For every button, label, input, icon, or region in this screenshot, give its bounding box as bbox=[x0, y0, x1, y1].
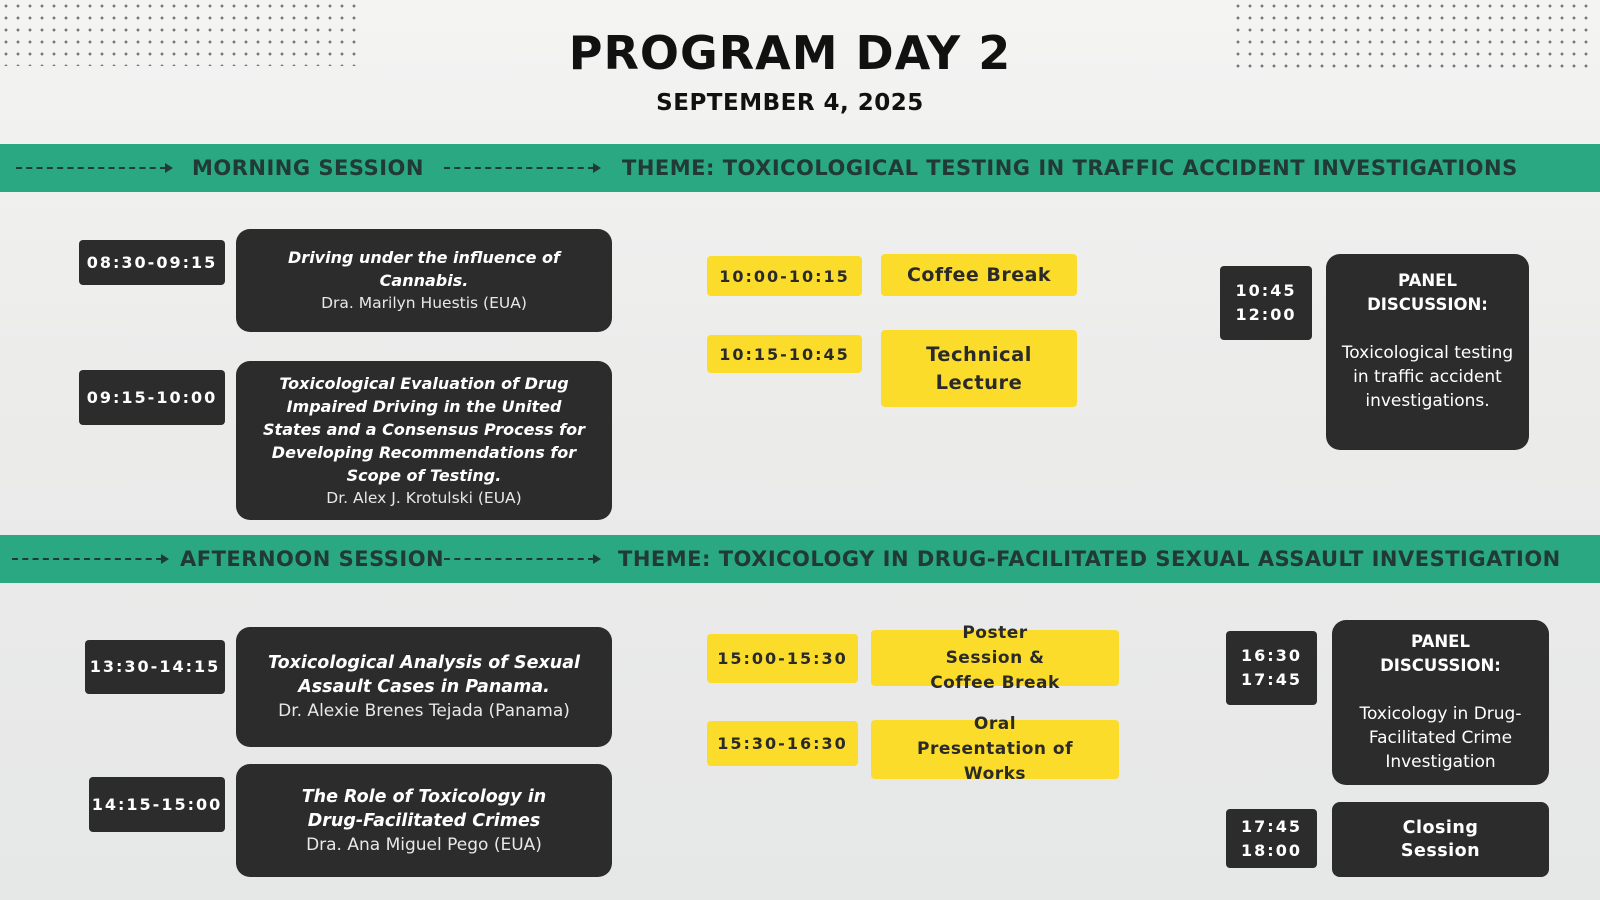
break-label: Poster Session & Coffee Break bbox=[871, 630, 1119, 686]
closing-time-start: 17:45 bbox=[1241, 816, 1302, 836]
break-label: Coffee Break bbox=[881, 254, 1077, 296]
break-time: 15:30-16:30 bbox=[707, 721, 858, 766]
panel-body: Toxicology in Drug-Facilitated Crime Investigation bbox=[1359, 704, 1522, 772]
panel-discussion-card bbox=[1332, 620, 1549, 785]
break-time: 10:00-10:15 bbox=[707, 256, 862, 296]
talk-speaker: Dr. Alex J. Krotulski (EUA) bbox=[326, 488, 522, 507]
panel-time-start: 16:30 bbox=[1241, 646, 1302, 665]
break-label: Technical Lecture bbox=[881, 330, 1077, 407]
afternoon-theme: THEME: TOXICOLOGY IN DRUG-FACILITATED SEXUAL ASSAULT INVESTIGATION bbox=[618, 547, 1561, 571]
talk-card bbox=[236, 627, 612, 747]
page-title: PROGRAM DAY 2 bbox=[568, 26, 1012, 80]
break-time: 10:15-10:45 bbox=[707, 335, 862, 373]
talk-title: Toxicological Evaluation of Drug Impaired Driving in the United States and a Consensus Process for Developing Recommendations for Scope of Testing. bbox=[263, 373, 585, 485]
dashed-arrow-icon bbox=[444, 167, 594, 169]
talk-title: The Role of Toxicology in Drug-Facilitated Crimes bbox=[301, 786, 547, 831]
panel-time-end: 12:00 bbox=[1235, 305, 1297, 324]
panel-heading: PANEL DISCUSSION: bbox=[1367, 271, 1488, 314]
talk-speaker: Dr. Alexie Brenes Tejada (Panama) bbox=[278, 701, 570, 721]
morning-session-label: MORNING SESSION bbox=[192, 156, 424, 180]
panel-discussion-card bbox=[1326, 254, 1529, 450]
talk-card bbox=[236, 764, 612, 877]
panel-body: Toxicological testing in traffic accident investigations. bbox=[1341, 343, 1514, 411]
talk-speaker: Dra. Ana Miguel Pego (EUA) bbox=[306, 834, 542, 855]
break-label: Oral Presentation of Works bbox=[871, 720, 1119, 779]
panel-heading: PANEL DISCUSSION: bbox=[1380, 632, 1501, 675]
closing-time bbox=[1226, 809, 1317, 868]
afternoon-session-label: AFTERNOON SESSION bbox=[180, 547, 445, 571]
page-date: SEPTEMBER 4, 2025 bbox=[656, 90, 924, 116]
talk-title: Driving under the influence of Cannabis. bbox=[288, 248, 560, 290]
talk-title: Toxicological Analysis of Sexual Assault Cases in Panama. bbox=[267, 653, 581, 697]
closing-time-end: 18:00 bbox=[1241, 840, 1302, 860]
afternoon-session-band bbox=[0, 535, 1600, 583]
panel-time bbox=[1220, 266, 1312, 340]
talk-time: 14:15-15:00 bbox=[89, 777, 225, 832]
break-time: 15:00-15:30 bbox=[707, 634, 858, 683]
talk-time: 08:30-09:15 bbox=[79, 240, 225, 285]
dashed-arrow-icon bbox=[16, 167, 166, 169]
panel-time-end: 17:45 bbox=[1241, 670, 1302, 689]
closing-session-card: Closing Session bbox=[1332, 802, 1549, 877]
talk-time: 13:30-14:15 bbox=[85, 640, 225, 694]
panel-time bbox=[1226, 631, 1317, 705]
panel-time-start: 10:45 bbox=[1235, 281, 1297, 300]
talk-card bbox=[236, 361, 612, 520]
morning-theme: THEME: TOXICOLOGICAL TESTING IN TRAFFIC ACCIDENT INVESTIGATIONS bbox=[622, 156, 1518, 180]
dashed-arrow-icon bbox=[12, 558, 162, 560]
morning-session-band bbox=[0, 144, 1600, 192]
talk-time: 09:15-10:00 bbox=[79, 370, 225, 425]
talk-card bbox=[236, 229, 612, 332]
dashed-arrow-icon bbox=[444, 558, 594, 560]
talk-speaker: Dra. Marilyn Huestis (EUA) bbox=[321, 294, 527, 312]
